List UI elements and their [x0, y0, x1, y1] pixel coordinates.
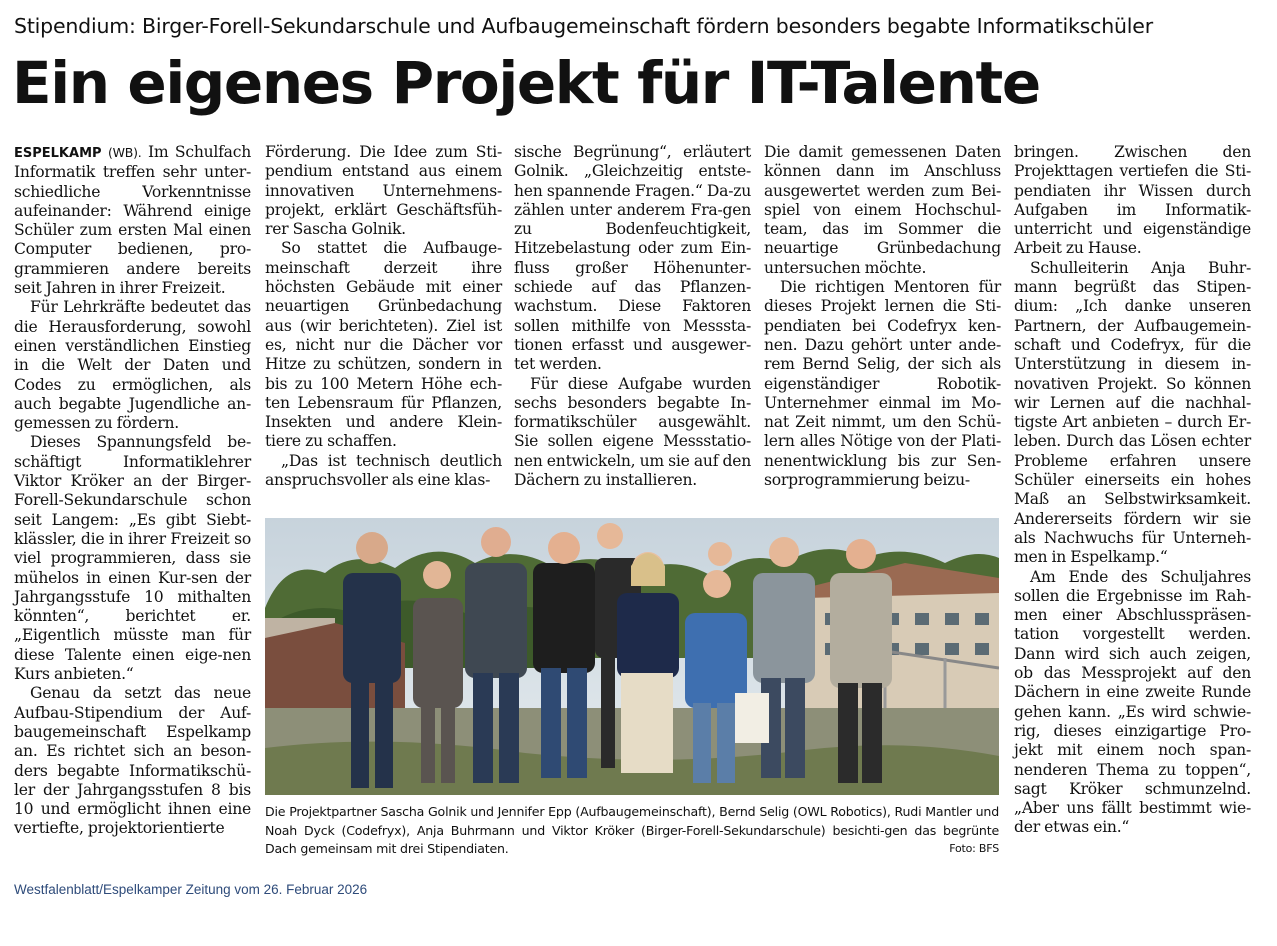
paragraph: Für diese Aufgabe wurden sechs besonders begabte In-formatikschüler ausgewählt. Sie sollen eigene Messstatio-nen entwickeln, um sie auf den Dächern zu installieren.: [514, 374, 751, 490]
paragraph: Förderung. Die Idee zum Sti-pendium entstand aus einem innovativen Unternehmens-projekt, erklärt Geschäftsfüh-rer Sascha Golnik.: [265, 143, 502, 239]
photo-credit: Foto: BFS: [949, 842, 999, 855]
headline: Ein eigenes Projekt für IT-Talente: [12, 49, 1040, 117]
group-photo: [265, 518, 999, 795]
photo-caption: [265, 803, 999, 859]
paragraph: So stattet die Aufbauge-meinschaft derzeit ihre höchsten Gebäude mit einer neuartigen Grünbedachung aus (wir berichteten). Ziel ist es, nicht nur die Dächer vor Hitze zu schützen, sondern in bis zu 100 Metern Höhe ech-ten Lebensraum für Pflanzen, Insekten und andere Klein-tiere zu schaffen.: [265, 239, 502, 451]
agency-tag: (WB).: [108, 145, 142, 160]
paragraph: Für Lehrkräfte bedeutet das die Herausforderung, sowohl einen verständlichen Einstieg in die Welt der Daten und Codes zu ermöglichen, als auch begabte Jugendliche an-gemessen zu fördern.: [14, 298, 251, 433]
kicker-line: Stipendium: Birger-Forell-Sekundarschule und Aufbaugemeinschaft fördern besonders begabte Informatikschüler: [14, 14, 1153, 38]
article-column-3: [514, 143, 751, 490]
article-column-5: [1014, 143, 1251, 838]
dateline: ESPELKAMP: [14, 146, 102, 161]
caption-text: Die Projektpartner Sascha Golnik und Jennifer Epp (Aufbaugemeinschaft), Bernd Selig (OWL Robotics), Rudi Mantler und Noah Dyck (Codefryx), Anja Buhrmann und Viktor Kröker (Birger-Forell-Sekundarschule) besichti-gen das begrünte Dach gemeinsam mit drei Stipendiaten.: [265, 804, 999, 856]
paragraph: [14, 143, 251, 298]
paragraph: „Das ist technisch deutlich anspruchsvoller als eine klas-: [265, 451, 502, 490]
paragraph-text: Im Schulfach Informatik treffen sehr unter-schiedliche Vorkenntnisse aufeinander: Während einige Schüler zum ersten Mal einen Computer bedienen, pro-grammieren andere bereits seit Jahren in ihrer Freizeit.: [14, 143, 251, 298]
paragraph: Am Ende des Schuljahres sollen die Ergebnisse im Rah-men einer Abschlusspräsen-tation vorgestellt werden. Dann wird sich auch zeigen, ob das Messprojekt auf den Dächern in eine zweite Runde gehen kann. „Es wird schwie-rig, dieses einzigartige Pro-jekt mit einem noch span-nenderen Thema zu toppen“, sagt Kröker schmunzelnd. „Aber uns fällt bestimmt wie-der etwas ein.“: [1014, 567, 1251, 837]
paragraph: bringen. Zwischen den Projekttagen vertiefen die Sti-pendiaten ihr Wissen durch Aufgaben im Informatik-unterricht und eigenständige Arbeit zu Hause.: [1014, 143, 1251, 258]
paragraph: Die richtigen Mentoren für dieses Projekt lernen die Sti-pendiaten bei Codefryx ken-nen. Dazu gehört unter ande-rem Bernd Selig, der sich als eigenständiger Robotik-Unternehmer einmal im Mo-nat Zeit nimmt, um den Schü-lern alles Nötige von der Plati-nenentwicklung bis zur Sen-sorprogrammierung beizu-: [764, 278, 1001, 490]
source-footer: Westfalenblatt/Espelkamper Zeitung vom 26. Februar 2026: [14, 882, 368, 897]
article-column-4: [764, 143, 1001, 490]
article-column-1: [14, 143, 251, 839]
paragraph: Die damit gemessenen Daten können dann im Anschluss ausgewertet werden zum Bei-spiel von einem Hochschul-team, das im Sommer die neuartige Grünbedachung untersuchen möchte.: [764, 143, 1001, 277]
paragraph: Schulleiterin Anja Buhr-mann begrüßt das Stipen-dium: „Ich danke unseren Partnern, der Aufbaugemein-schaft und Codefryx, für die Unterstützung in diesem in-novativen Projekt. So können wir Lernen auf die nachhal-tigste Art anbieten – durch Er-leben. Durch das Lösen echter Probleme erfahren unsere Schüler einerseits ein hohes Maß an Selbstwirksamkeit. Andererseits fördern wir sie als Nachwuchs für Unterneh-men in Espelkamp.“: [1014, 258, 1251, 567]
paragraph: sische Begrünung“, erläutert Golnik. „Gleichzeitig entste-hen spannende Fragen.“ Da-zu zählen unter anderem Fra-gen zu Bodenfeuchtigkeit, Hitzebelastung oder zum Ein-fluss großer Höhenunter-schiede auf das Pflanzen-wachstum. Diese Faktoren sollen mithilfe von Messsta-tionen erfasst und ausgewer-tet werden.: [514, 143, 751, 374]
paragraph: Genau da setzt das neue Aufbau-Stipendium der Auf-baugemeinschaft Espelkamp an. Es richtet sich an beson-ders begabte Informatikschü-ler der Jahrgangsstufen 8 bis 10 und ermöglicht ihnen eine vertiefte, projektorientierte: [14, 684, 251, 838]
article-column-2: [265, 143, 502, 490]
paragraph: Dieses Spannungsfeld be-schäftigt Informatiklehrer Viktor Kröker an der Birger-Forell-Sekundarschule schon seit Langem: „Es gibt Siebt-klässler, die in ihrer Freizeit so viel programmieren, dass sie mühelos in einen Kur-sen der Jahrgangsstufe 10 mithalten könnten“, berichtet er. „Eigentlich müsste man für diese Talente einen eige-nen Kurs anbieten.“: [14, 433, 251, 684]
